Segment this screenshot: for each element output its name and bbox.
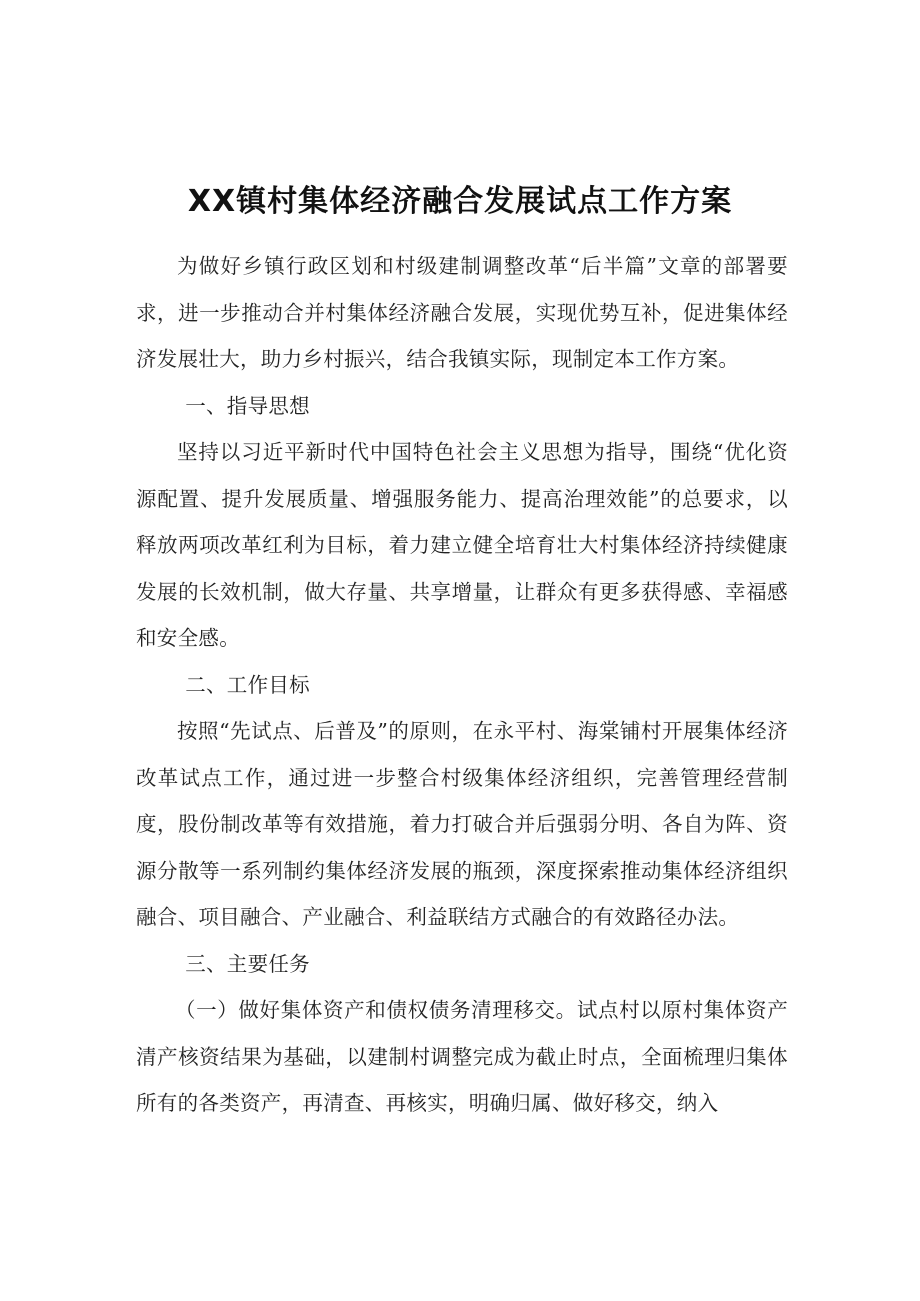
section-paragraph-work-goals: 按照“先试点、后普及”的原则，在永平村、海棠铺村开展集体经济改革试点工作，通过进一步整合村级集体经济组织，完善管理经营制度，股份制改革等有效措施，着力打破合并后强弱分明、各自为阵、资源分散等一系列制约集体经济发展的瓶颈，深度探索推动集体经济组织融合、项目融合、产业融合、利益联结方式融合的有效路径办法。: [136, 719, 788, 929]
section-paragraph-guiding-thought: 坚持以习近平新时代中国特色社会主义思想为指导，围绕“优化资源配置、提升发展质量、增强服务能力、提高治理效能”的总要求，以释放两项改革红利为目标，着力建立健全培育壮大村集体经济持续健康发展的长效机制，做大存量、共享增量，让群众有更多获得感、幸福感和安全感。: [136, 440, 788, 650]
section-heading-guiding-thought: 一、指导思想: [185, 393, 310, 418]
section-paragraph-main-tasks: （一）做好集体资产和债权债务清理移交。试点村以原村集体资产清产核资结果为基础，以建制村调整完成为截止时点，全面梳理归集体所有的各类资产，再清查、再核实，明确归属、做好移交，纳入: [136, 998, 788, 1115]
section-heading-work-goals: 二、工作目标: [185, 672, 310, 697]
intro-paragraph: 为做好乡镇行政区划和村级建制调整改革“后半篇”文章的部署要求，进一步推动合并村集体经济融合发展，实现优势互补，促进集体经济发展壮大，助力乡村振兴，结合我镇实际，现制定本工作方案。: [136, 254, 788, 371]
section-heading-main-tasks: 三、主要任务: [185, 951, 310, 976]
document-title: XX镇村集体经济融合发展试点工作方案: [187, 184, 733, 219]
document-body: [136, 243, 788, 1127]
